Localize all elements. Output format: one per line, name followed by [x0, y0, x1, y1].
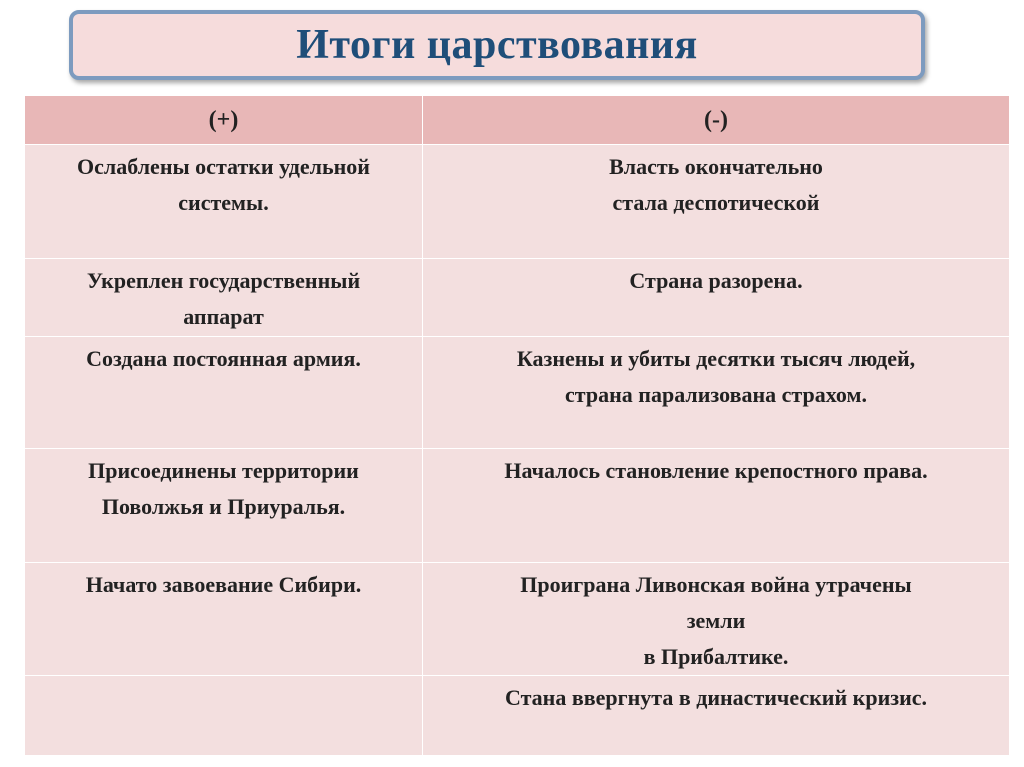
table-row — [25, 259, 1010, 337]
title-box — [69, 10, 925, 80]
cell-plus-text: Укреплен государственный аппарат — [86, 268, 361, 329]
cell-plus — [25, 449, 423, 563]
table-header-row — [25, 96, 1010, 145]
cell-minus — [423, 259, 1010, 337]
header-plus: (+) — [25, 96, 423, 145]
cell-plus-text: Создана постоянная армия. — [86, 346, 361, 371]
cell-minus-text: Страна разорена. — [629, 268, 803, 293]
table-row — [25, 563, 1010, 676]
cell-minus — [423, 449, 1010, 563]
page-title: Итоги царствования — [296, 22, 698, 68]
cell-plus-text: Начато завоевание Сибири. — [85, 572, 362, 597]
results-table — [24, 95, 1010, 756]
header-minus: (-) — [423, 96, 1010, 145]
table-row — [25, 145, 1010, 259]
table-row — [25, 449, 1010, 563]
cell-plus — [25, 145, 423, 259]
cell-minus — [423, 145, 1010, 259]
cell-minus — [423, 563, 1010, 676]
table-row — [25, 337, 1010, 449]
cell-plus-text: Ослаблены остатки удельной системы. — [77, 154, 370, 215]
cell-minus-text: Власть окончательно стала деспотической — [609, 154, 823, 215]
cell-minus — [423, 676, 1010, 756]
table-row — [25, 676, 1010, 756]
cell-minus-text: Казнены и убиты десятки тысяч людей, страна парализована страхом. — [516, 346, 916, 407]
cell-plus — [25, 676, 423, 756]
cell-minus-text: Началось становление крепостного права. — [504, 458, 928, 483]
cell-minus-text: Проиграна Ливонская война утрачены земли в Прибалтике. — [520, 572, 912, 669]
cell-minus — [423, 337, 1010, 449]
cell-plus-text: Присоединены территории Поволжья и Приуралья. — [88, 458, 359, 519]
cell-plus — [25, 337, 423, 449]
cell-minus-text: Стана ввергнута в династический кризис. — [504, 685, 928, 710]
cell-plus — [25, 563, 423, 676]
cell-plus — [25, 259, 423, 337]
